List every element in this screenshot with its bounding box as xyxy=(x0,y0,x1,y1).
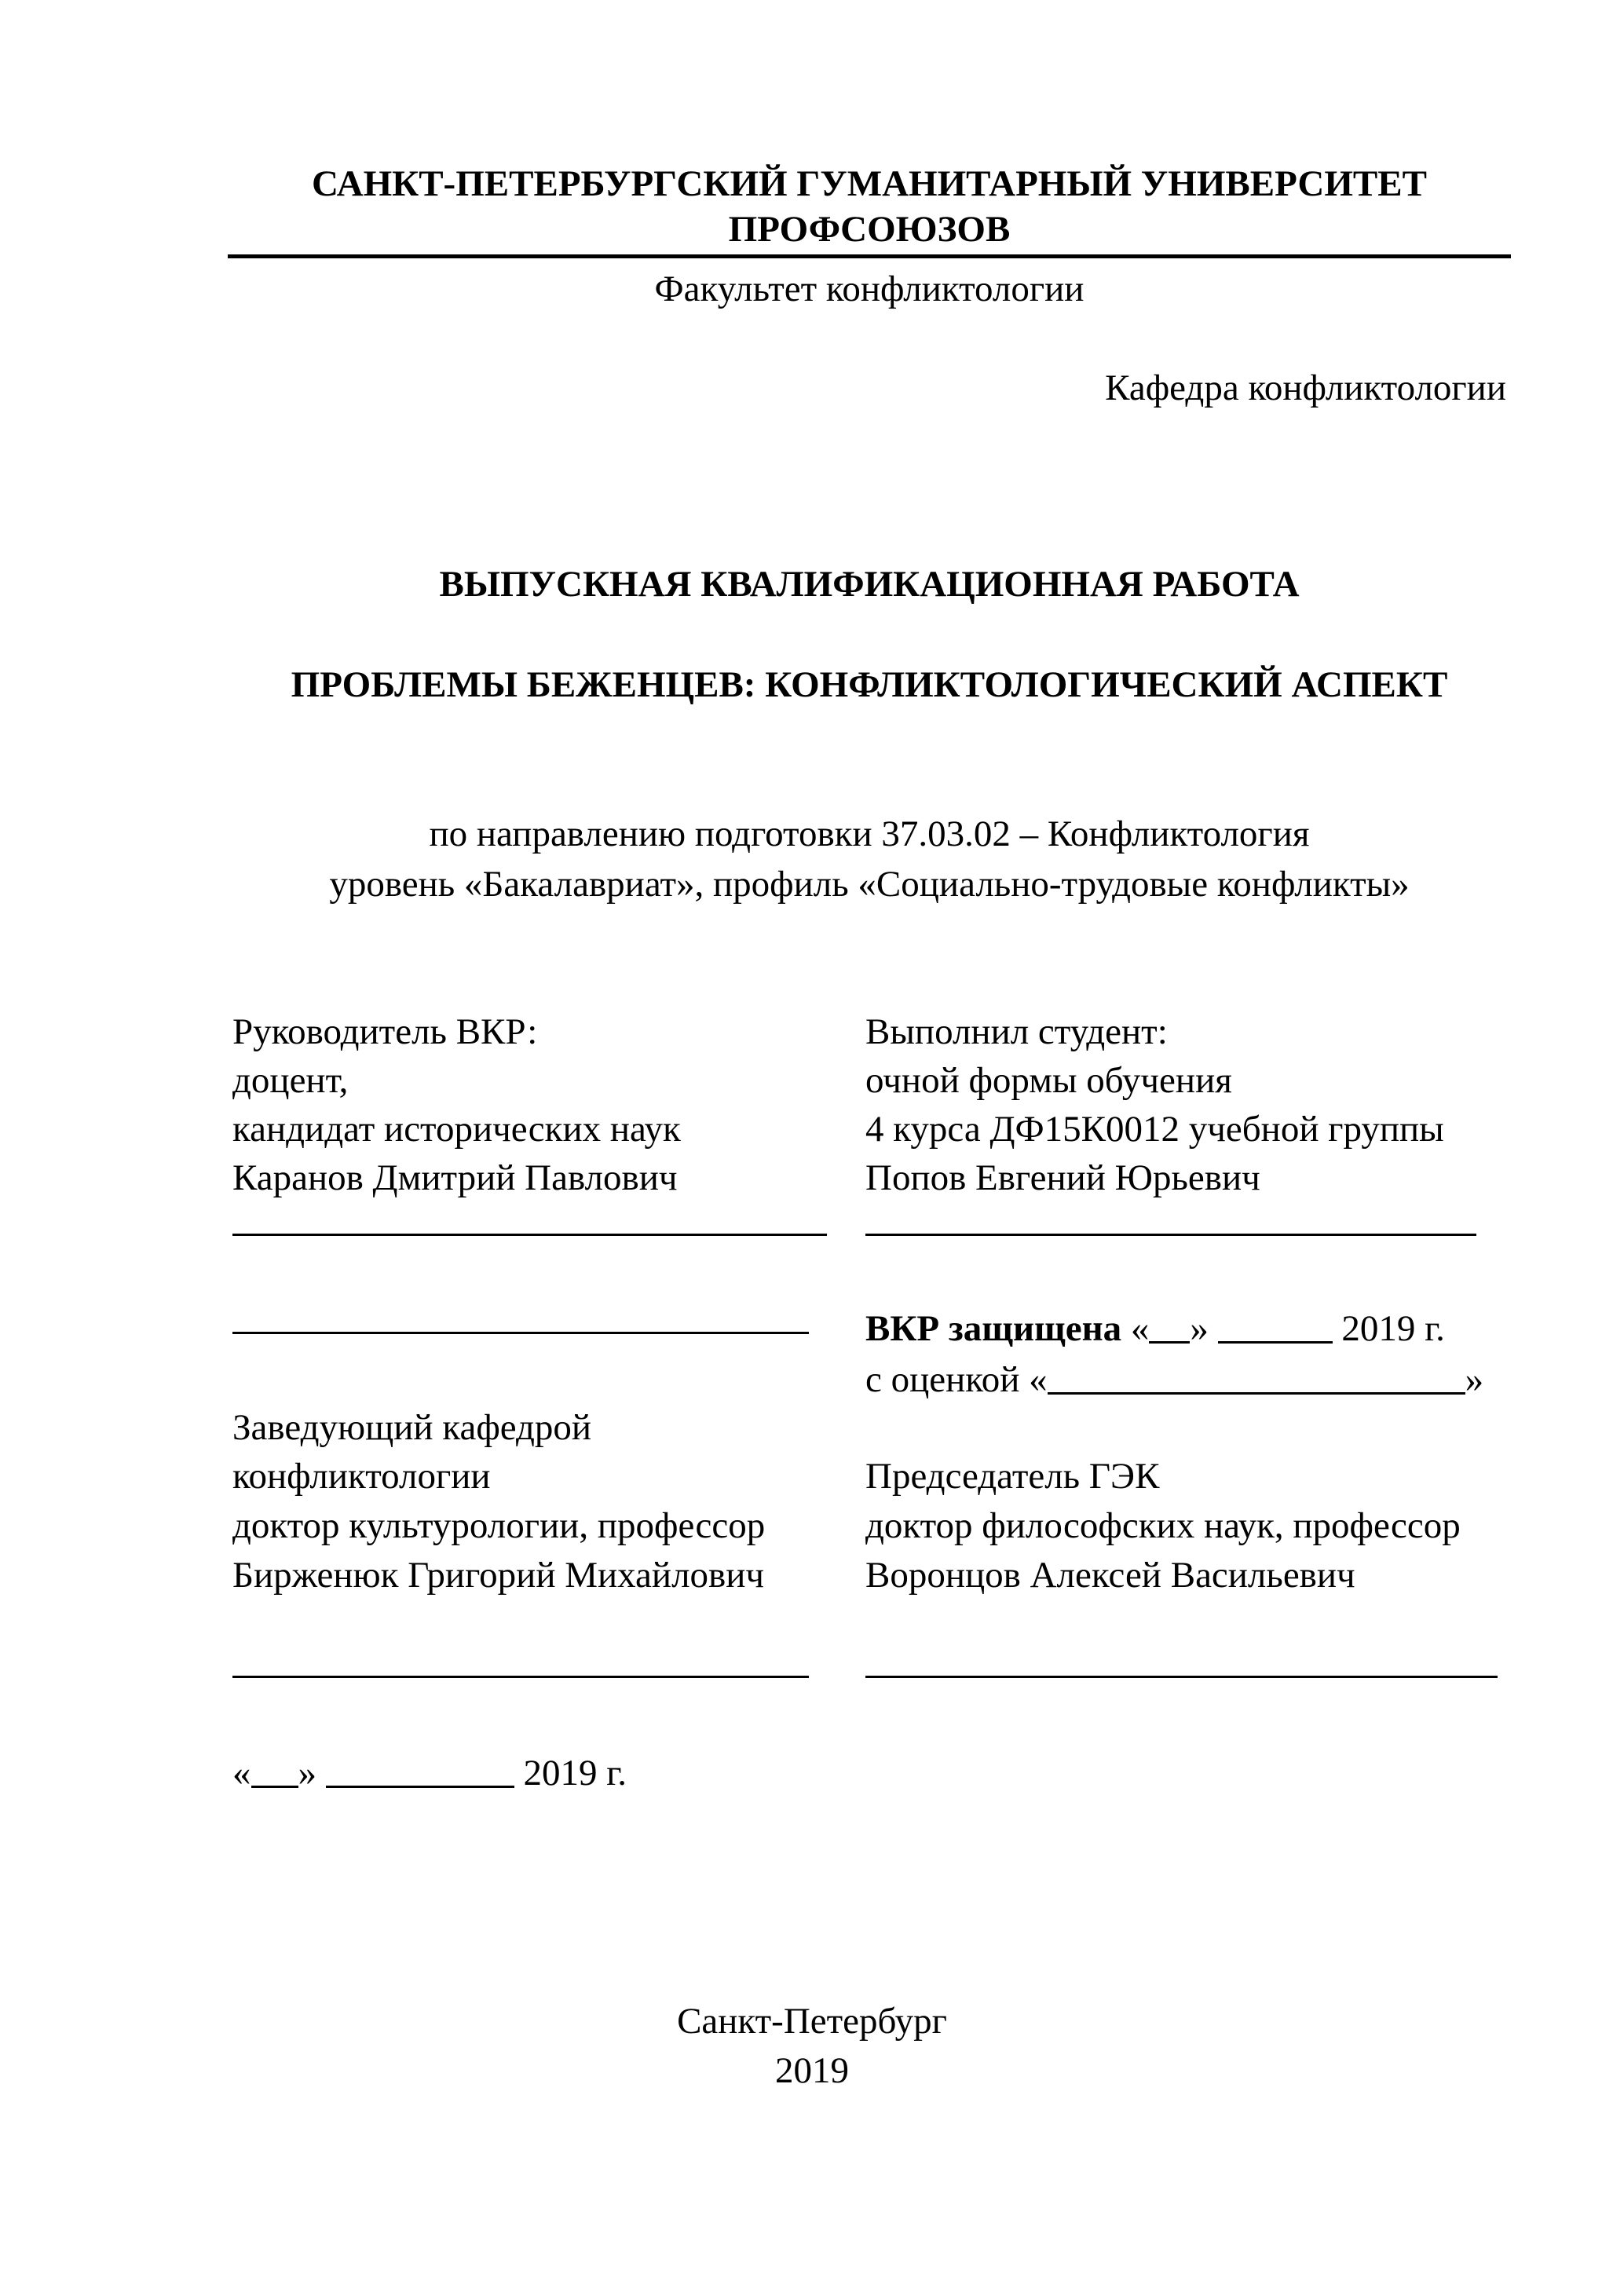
head-degree: доктор культурологии, профессор xyxy=(232,1505,766,1546)
chair-degree: доктор философских наук, профессор xyxy=(865,1505,1461,1546)
supervisor-second-signature-line xyxy=(232,1332,809,1334)
student-group: 4 курса ДФ15К0012 учебной группы xyxy=(865,1109,1444,1150)
supervisor-label: Руководитель ВКР: xyxy=(232,1011,538,1052)
supervisor-position: доцент, xyxy=(232,1060,349,1101)
student-study-form: очной формы обучения xyxy=(865,1060,1232,1101)
defense-open-quote: « xyxy=(1130,1308,1150,1349)
defense-year: 2019 г. xyxy=(1341,1308,1445,1349)
approval-month-field[interactable] xyxy=(326,1754,514,1788)
work-type-title: ВЫПУСКНАЯ КВАЛИФИКАЦИОННАЯ РАБОТА xyxy=(439,564,1300,605)
department-name: Кафедра конфликтологии xyxy=(1105,367,1506,408)
student-signature-line xyxy=(865,1234,1476,1236)
supervisor-degree: кандидат исторических наук xyxy=(232,1109,681,1150)
faculty-name: Факультет конфликтологии xyxy=(654,269,1084,309)
footer-city: Санкт-Петербург xyxy=(677,2001,947,2042)
chair-title: Председатель ГЭК xyxy=(865,1456,1160,1497)
defense-grade-row xyxy=(865,1358,1483,1402)
defense-label: ВКР защищена xyxy=(865,1308,1122,1349)
defense-close-quote: » xyxy=(1190,1308,1209,1349)
chair-signature-line xyxy=(865,1676,1498,1678)
defense-month-field[interactable] xyxy=(1218,1310,1333,1344)
student-name: Попов Евгений Юрьевич xyxy=(865,1157,1260,1198)
program-direction: по направлению подготовки 37.03.02 – Конфликтология xyxy=(429,813,1310,854)
grade-close-quote: » xyxy=(1465,1359,1484,1400)
thesis-topic: ПРОБЛЕМЫ БЕЖЕНЦЕВ: КОНФЛИКТОЛОГИЧЕСКИЙ АСПЕКТ xyxy=(291,664,1448,705)
grade-field[interactable] xyxy=(1048,1361,1465,1395)
supervisor-name: Каранов Дмитрий Павлович xyxy=(232,1157,678,1198)
university-name-line1: САНКТ-ПЕТЕРБУРГСКИЙ ГУМАНИТАРНЫЙ УНИВЕРСИТЕТ xyxy=(312,163,1427,204)
approval-day-field[interactable] xyxy=(251,1754,298,1788)
header-divider xyxy=(228,254,1511,258)
defense-day-field[interactable] xyxy=(1149,1310,1190,1344)
program-level-profile: уровень «Бакалавриат», профиль «Социально-трудовые конфликты» xyxy=(329,864,1410,905)
chair-name: Воронцов Алексей Васильевич xyxy=(865,1555,1355,1596)
university-name-line2: ПРОФСОЮЗОВ xyxy=(728,209,1011,250)
head-signature-line xyxy=(232,1676,809,1678)
footer-year: 2019 xyxy=(775,2050,849,2091)
approval-close-quote: » xyxy=(298,1753,316,1793)
approval-date-row xyxy=(232,1751,627,1795)
approval-year: 2019 г. xyxy=(523,1753,627,1793)
approval-open-quote: « xyxy=(232,1753,251,1793)
head-title-line1: Заведующий кафедрой xyxy=(232,1407,592,1448)
defense-date-row xyxy=(865,1307,1445,1351)
supervisor-signature-line xyxy=(232,1234,827,1236)
student-label: Выполнил студент: xyxy=(865,1011,1168,1052)
head-title-line2: конфликтологии xyxy=(232,1456,491,1497)
head-name: Бирженюк Григорий Михайлович xyxy=(232,1555,765,1596)
grade-label: с оценкой « xyxy=(865,1359,1048,1400)
